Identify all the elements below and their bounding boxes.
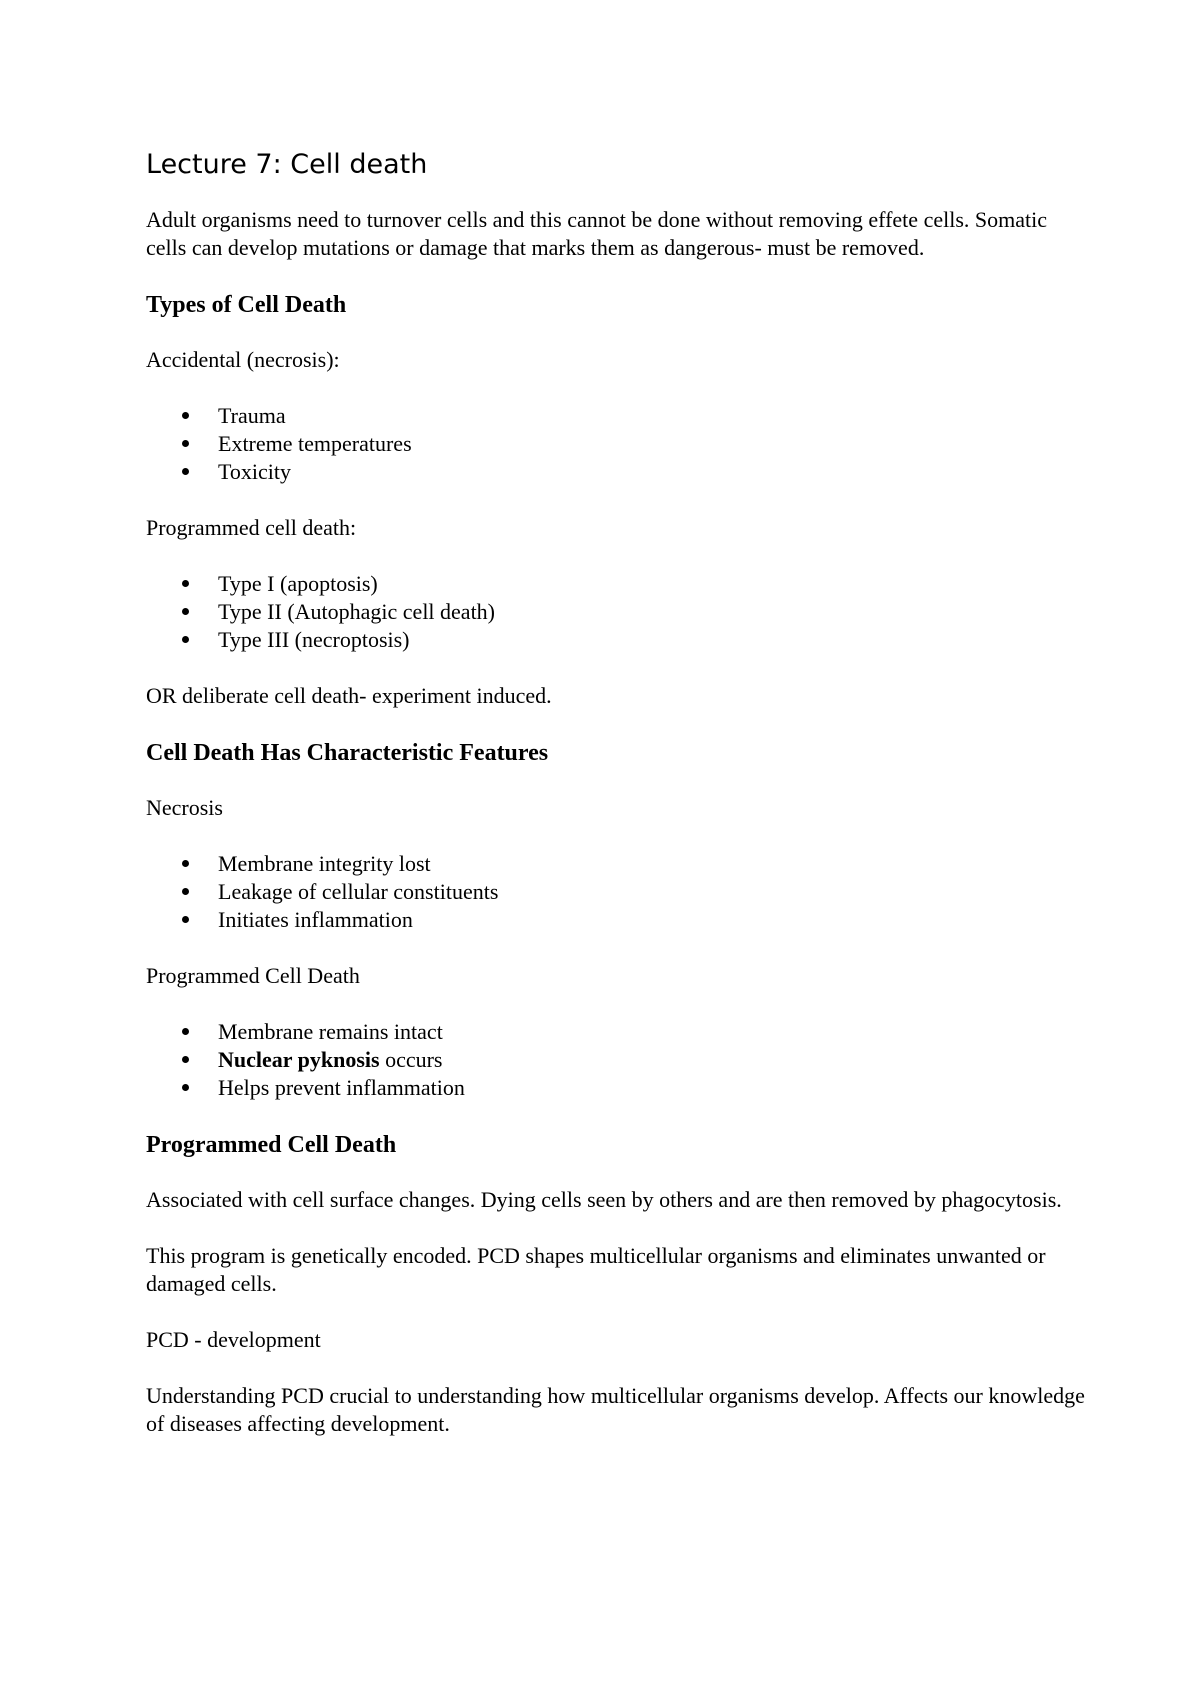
document-title: Lecture 7: Cell death xyxy=(146,149,428,180)
pcd-paragraph-4: Understanding PCD crucial to understanding how multicellular organisms develop. Affects our knowledge of diseases affecting development. xyxy=(146,1383,1085,1436)
bold-term: Nuclear pyknosis xyxy=(218,1047,380,1072)
bullet-icon xyxy=(182,580,189,587)
list-item-text: Extreme temperatures xyxy=(218,431,412,456)
list-item xyxy=(146,570,1086,598)
bullet-icon xyxy=(182,1084,189,1091)
intro-paragraph: Adult organisms need to turnover cells and this cannot be done without removing effete cells. Somatic cells can develop mutations or damage that marks them as dangerous- must be removed. xyxy=(146,207,1047,260)
bullet-icon xyxy=(182,860,189,867)
bullet-icon xyxy=(182,636,189,643)
list-item xyxy=(146,402,1086,430)
programmed-list xyxy=(146,570,1086,654)
list-item-text: Type III (necroptosis) xyxy=(218,627,410,652)
pcd-paragraph-2: This program is genetically encoded. PCD shapes multicellular organisms and eliminates unwanted or damaged cells. xyxy=(146,1243,1046,1296)
bullet-icon xyxy=(182,468,189,475)
deliberate-paragraph: OR deliberate cell death- experiment induced. xyxy=(146,683,552,708)
heading-characteristic-features: Cell Death Has Characteristic Features xyxy=(146,740,549,766)
list-item-text: Helps prevent inflammation xyxy=(218,1075,465,1100)
bullet-icon xyxy=(182,1056,189,1063)
heading-programmed-cell-death: Programmed Cell Death xyxy=(146,1132,397,1158)
necrosis-list xyxy=(146,850,1086,934)
necrosis-label: Necrosis xyxy=(146,795,223,820)
pcd-paragraph-3: PCD - development xyxy=(146,1327,321,1352)
list-item-text: Type II (Autophagic cell death) xyxy=(218,599,496,624)
list-item xyxy=(146,430,1086,458)
list-item-text: Trauma xyxy=(218,403,286,428)
bullet-icon xyxy=(182,412,189,419)
list-item-text: occurs xyxy=(379,1047,443,1072)
list-item-text: Membrane remains intact xyxy=(218,1019,443,1044)
list-item xyxy=(146,1074,1086,1102)
list-item xyxy=(146,598,1086,626)
list-item-text: Type I (apoptosis) xyxy=(218,571,378,596)
list-item xyxy=(146,906,1086,934)
accidental-label: Accidental (necrosis): xyxy=(146,347,340,372)
list-item xyxy=(146,878,1086,906)
list-item-text: Initiates inflammation xyxy=(218,907,413,932)
accidental-list xyxy=(146,402,1086,486)
list-item-text: Leakage of cellular constituents xyxy=(218,879,499,904)
bullet-icon xyxy=(182,608,189,615)
list-item-text: Membrane integrity lost xyxy=(218,851,431,876)
bullet-icon xyxy=(182,888,189,895)
bullet-icon xyxy=(182,916,189,923)
document-page xyxy=(146,148,1086,1466)
heading-types-of-cell-death: Types of Cell Death xyxy=(146,292,347,318)
pcd-paragraph-1: Associated with cell surface changes. Dying cells seen by others and are then removed by phagocytosis. xyxy=(146,1187,1062,1212)
bullet-icon xyxy=(182,1028,189,1035)
list-item xyxy=(146,850,1086,878)
programmed-label: Programmed cell death: xyxy=(146,515,357,540)
bullet-icon xyxy=(182,440,189,447)
pcd-list xyxy=(146,1018,1086,1102)
list-item xyxy=(146,1018,1086,1046)
list-item xyxy=(146,1046,1086,1074)
list-item xyxy=(146,458,1086,486)
list-item xyxy=(146,626,1086,654)
list-item-text: Toxicity xyxy=(218,459,292,484)
pcd-label: Programmed Cell Death xyxy=(146,963,360,988)
